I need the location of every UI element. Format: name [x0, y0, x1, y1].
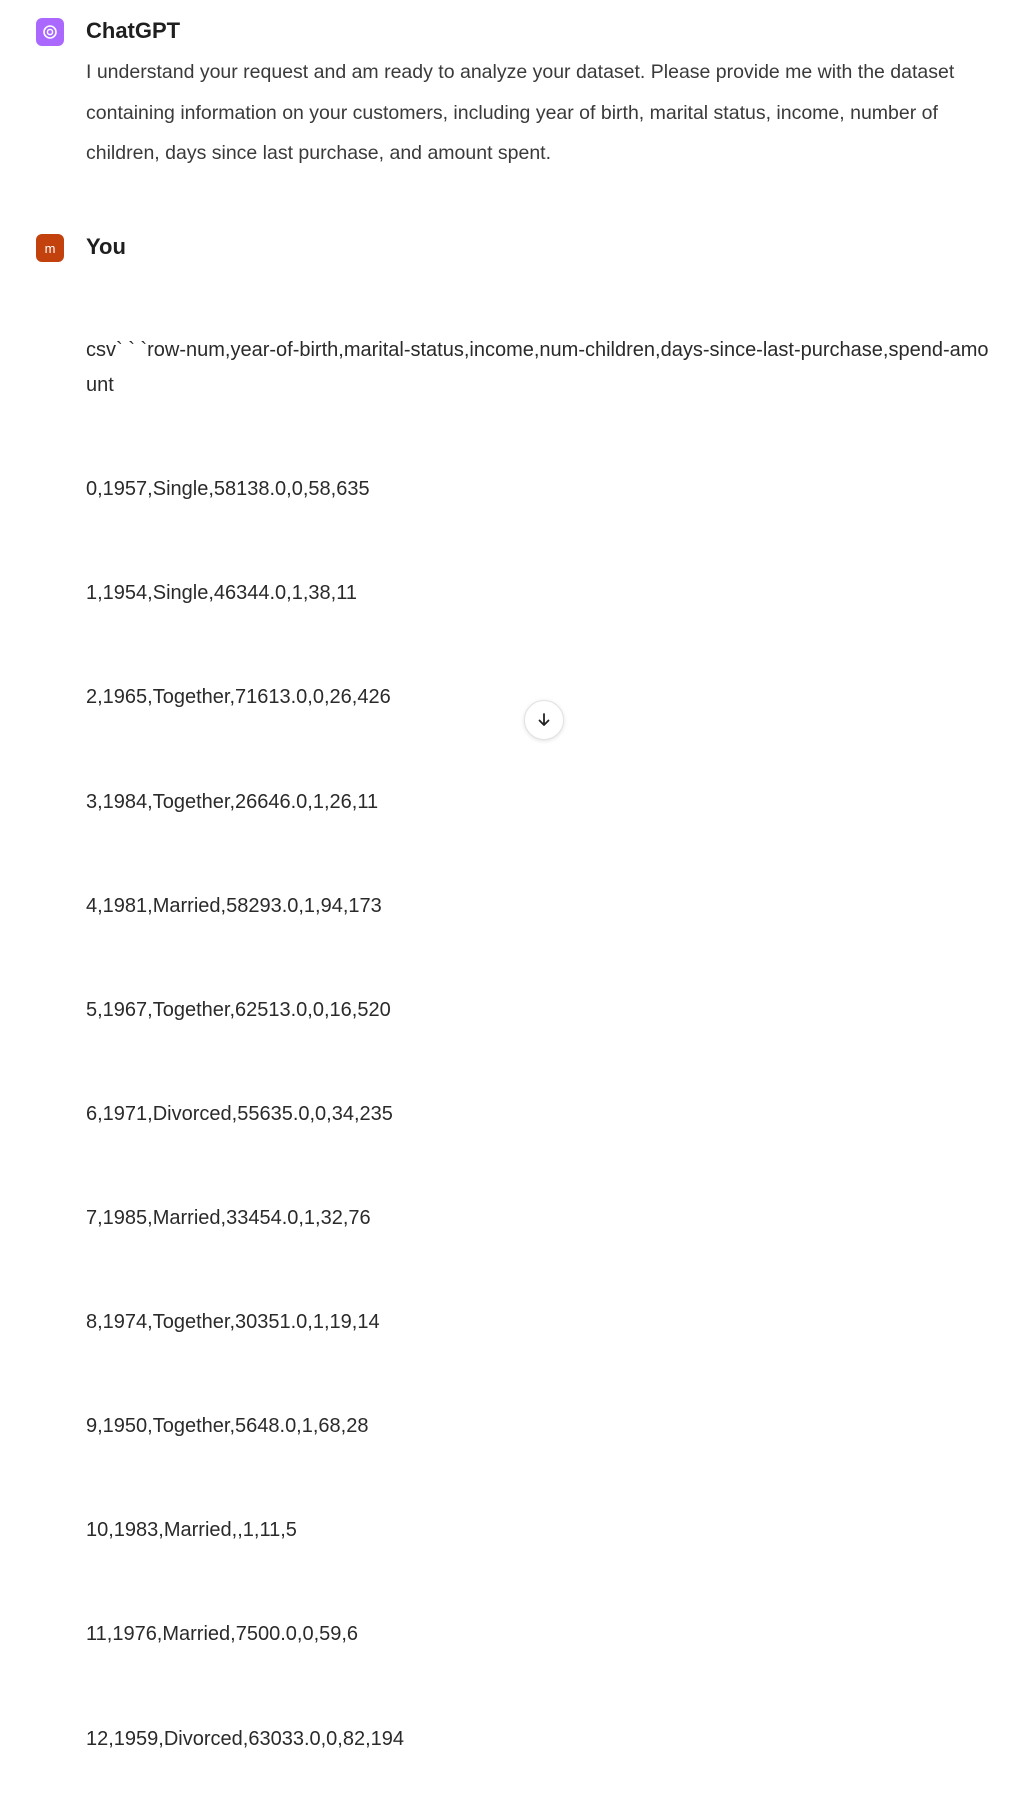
- csv-line: 2,1965,Together,71613.0,0,26,426: [86, 686, 391, 709]
- csv-line: 10,1983,Married,,1,11,5: [86, 1519, 297, 1542]
- user-author-name: You: [86, 234, 126, 259]
- csv-line: 5,1967,Together,62513.0,0,16,520: [86, 998, 391, 1021]
- csv-line: 12,1959,Divorced,63033.0,0,82,194: [86, 1727, 405, 1750]
- csv-line: 7,1985,Married,33454.0,1,32,76: [86, 1206, 371, 1229]
- csv-line: 0,1957,Single,58138.0,0,58,635: [86, 478, 370, 501]
- csv-line: 4,1981,Married,58293.0,1,94,173: [86, 894, 382, 917]
- arrow-down-icon: [536, 712, 552, 728]
- user-message-text: [86, 264, 994, 1807]
- assistant-message-text: I understand your request and am ready to analyze your dataset. Please provide me with the dataset containing information on your customers, including year of birth, marital status, income, number of children, days since last purchase, and amount spent.: [86, 61, 955, 164]
- csv-line: 9,1950,Together,5648.0,1,68,28: [86, 1415, 369, 1438]
- assistant-author-name: ChatGPT: [86, 18, 181, 43]
- openai-logo-icon: [36, 18, 64, 46]
- csv-line: 1,1954,Single,46344.0,1,38,11: [86, 582, 357, 605]
- csv-line: csv` ` `row-num,year-of-birth,marital-status,income,num-children,days-since-last-purchase,spend-amount: [86, 339, 989, 397]
- csv-line: 3,1984,Together,26646.0,1,26,11: [86, 790, 379, 813]
- csv-line: 6,1971,Divorced,55635.0,0,34,235: [86, 1102, 393, 1125]
- csv-line: 8,1974,Together,30351.0,1,19,14: [86, 1311, 380, 1334]
- csv-line: 11,1976,Married,7500.0,0,59,6: [86, 1623, 359, 1646]
- scroll-to-bottom-button[interactable]: [524, 700, 564, 740]
- user-avatar: m: [36, 234, 64, 262]
